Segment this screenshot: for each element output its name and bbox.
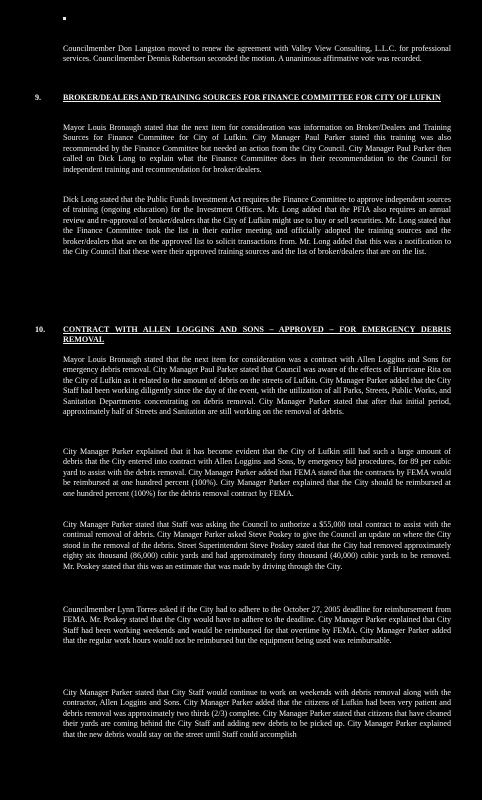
item-9-number: 9. [35,93,42,102]
item-10-title: CONTRACT WITH ALLEN LOGGINS AND SONS – APPROVED – FOR EMERGENCY DEBRIS REMOVAL [63,325,451,345]
item-10-paragraph-5: City Manager Parker stated that City Staff would continue to work on weekends with debris removal along with the contractor, Allen Loggins and Sons. City Manager Parker added that the citizens of Lufkin had been very patient and debris removal was approximately two thirds (2/3) complete. City Manager Parker stated that citizens that have cleaned their yards are coming behind the City Staff and adding new debris to be picked up. City Manager Parker explained that the new debris would stay on the street until Staff could accomplish [63,688,451,739]
intro-paragraph: Councilmember Don Langston moved to renew the agreement with Valley View Consulting, L.L.C. for professional services. Councilmember Dennis Robertson seconded the motion. A unanimous affirmative vote was recorded. [63,44,451,64]
item-10-paragraph-3: City Manager Parker stated that Staff was asking the Council to authorize a $55,000 total contract to assist with the continual removal of debris. City Manager Parker asked Steve Poskey to give the Council an update on where the City stood in the removal of the debris. Street Superintendent Steve Poskey stated that the City had removed approximately eighty six thousand (86,000) cubic yards and had approximately forty thousand (40,000) cubic yards to be removed. Mr. Poskey stated that this was an estimate that was made by driving through the City. [63,520,451,571]
item-10-paragraph-1: Mayor Louis Bronaugh stated that the next item for consideration was a contract with Allen Loggins and Sons for emergency debris removal. City Manager Paul Parker stated that Council was aware of the effects of Hurricane Rita on the City of Lufkin as it related to the amount of debris on the streets of Lufkin. City Manager Parker added that the City Staff had been working diligently since the day of the event, with the utilization of all Parks, Streets, Public Works, and Sanitation Departments concentrating on debris removal. City Manager Parker stated that after that initial period, approximately half of Streets and Sanitation are still working on the removal of debris. [63,355,451,417]
item-10-paragraph-2: City Manager Parker explained that it has become evident that the City of Lufkin still had such a large amount of debris that the City entered into contract with Allen Loggins and Sons, by emergency bid procedures, for 89 per cubic yard to assist with the debris removal. City Manager Parker added that FEMA stated that the contracts by FEMA would be reimbursed at one hundred percent (100%). City Manager Parker explained that the City should be reimbursed at one hundred percent (100%) for the debris removal contract by FEMA. [63,447,451,498]
item-10-heading [35,325,451,346]
item-10-number: 10. [35,325,46,334]
item-10-paragraph-4: Councilmember Lynn Torres asked if the City had to adhere to the October 27, 2005 deadline for reimbursement from FEMA. Mr. Poskey stated that the City would have to adhere to the deadline. City Manager Parker explained that City Staff had been working weekends and would be reimbursed for that overtime by FEMA. City Manager Parker added that the regular work hours would not be reimbursed but the equipment being used was reimbursable. [63,605,451,646]
item-9-title: BROKER/DEALERS AND TRAINING SOURCES FOR FINANCE COMMITTEE FOR CITY OF LUFKIN [63,93,441,102]
scan-mark [63,17,66,20]
item-9-paragraph-2: Dick Long stated that the Public Funds Investment Act requires the Finance Committee to approve independent sources of training (ongoing education) for the Investment Officers. Mr. Long added that the PFIA also requires an annual review and re-approval of broker/dealers that the City of Lufkin might use to buy or sell securities. Mr. Long stated that the Finance Committee took the list in their earlier meeting and officially adopted the training sources and the broker/dealers that are on the approved list to solicit transactions from. Mr. Long added that this was a notification to the City Council that these were their approved training sources and the list of broker/dealers that are on the list. [63,195,451,257]
item-9-paragraph-1: Mayor Louis Bronaugh stated that the next item for consideration was information on Broker/Dealers and Training Sources for Finance Committee for City of Lufkin. City Manager Paul Parker stated this training was also recommended by the Finance Committee but needed an action from the City Council. City Manager Paul Parker then called on Dick Long to explain what the Finance Committee does in their recommendation to the Council for independent training and recommendation for broker/dealers. [63,123,451,174]
item-9-heading [35,93,451,103]
